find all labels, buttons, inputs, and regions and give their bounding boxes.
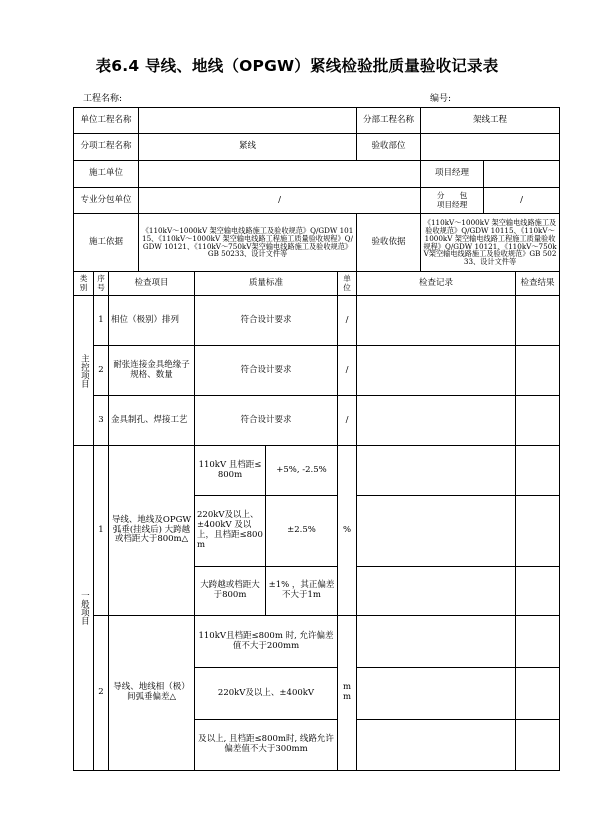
project-manager-label: 项目经理 bbox=[421, 161, 484, 188]
general-item-condition: 及以上, 且档距≤800m时, 线路允许偏差值不大于300mm bbox=[195, 720, 338, 771]
general-item-result[interactable] bbox=[516, 668, 560, 720]
general-item-condition: 大跨越或档距大于800m bbox=[195, 567, 266, 616]
item-project-label: 分项工程名称 bbox=[74, 134, 139, 161]
construction-basis-label: 施工依据 bbox=[74, 214, 139, 272]
accept-basis-value: 《110kV～1000kV 架空输电线路施工及验收规范》Q/GDW 10115、《110kV～1000kV 架空输电线路工程施工质量验收规程》Q/GDW 10121、《110kV～750kV架空输电线路施工及验收规范》GB 50233、设计文件等 bbox=[421, 214, 560, 272]
unit-header: 单位 bbox=[338, 272, 357, 296]
general-item-value: +5%, -2.5% bbox=[266, 446, 338, 496]
acceptance-record-table bbox=[73, 107, 560, 771]
unit-project-label: 单位工程名称 bbox=[74, 108, 139, 134]
general-item-result[interactable] bbox=[516, 616, 560, 668]
project-name-label: 工程名称: bbox=[83, 94, 123, 104]
check-item-header: 检查项目 bbox=[109, 272, 195, 296]
main-item-record[interactable] bbox=[357, 296, 516, 346]
unit-project-value[interactable] bbox=[139, 108, 357, 134]
main-item-record[interactable] bbox=[357, 396, 516, 446]
main-item-name: 金具制孔、焊接工艺 bbox=[109, 396, 195, 446]
general-item-result[interactable] bbox=[516, 446, 560, 496]
general-item-seq: 1 bbox=[94, 446, 109, 616]
general-item-condition: 220kV及以上、±400kV 及以上，且档距≤800m bbox=[195, 496, 266, 567]
general-item-name: 导线、地线相（极）间弧垂偏差△ bbox=[109, 616, 195, 771]
column-header-row bbox=[74, 272, 560, 296]
main-item-seq: 2 bbox=[94, 346, 109, 396]
main-item-row bbox=[74, 396, 560, 446]
category-header: 类别 bbox=[74, 272, 94, 296]
specialty-sub-row bbox=[74, 188, 560, 214]
general-item-result[interactable] bbox=[516, 720, 560, 771]
main-item-unit: / bbox=[338, 296, 357, 346]
sub-manager-label: 分 包 项目经理 bbox=[421, 188, 484, 214]
project-manager-value[interactable] bbox=[484, 161, 560, 188]
page-title: 表6.4 导线、地线（OPGW）紧线检验批质量验收记录表 bbox=[95, 57, 499, 75]
general-item-value: ±1% ，其正偏差不大于1m bbox=[266, 567, 338, 616]
accept-basis-label: 验收依据 bbox=[357, 214, 421, 272]
general-item-result[interactable] bbox=[516, 567, 560, 616]
general-item-record[interactable] bbox=[357, 720, 516, 771]
sub-manager-value[interactable]: / bbox=[484, 188, 560, 214]
construction-unit-label: 施工单位 bbox=[74, 161, 139, 188]
main-item-seq: 3 bbox=[94, 396, 109, 446]
item-project-row bbox=[74, 134, 560, 161]
general-item-unit: % bbox=[338, 446, 357, 616]
main-item-seq: 1 bbox=[94, 296, 109, 346]
general-item-seq: 2 bbox=[94, 616, 109, 771]
general-item-row bbox=[74, 446, 560, 496]
main-items-category: 主控项目 bbox=[74, 296, 94, 446]
main-item-name: 相位（极别）排列 bbox=[109, 296, 195, 346]
construction-unit-row bbox=[74, 161, 560, 188]
general-item-unit: mm bbox=[338, 616, 357, 771]
main-item-name: 耐张连接金具绝缘子规格、数量 bbox=[109, 346, 195, 396]
general-item-value: ±2.5% bbox=[266, 496, 338, 567]
general-item-row bbox=[74, 616, 560, 668]
general-item-condition: 110kV且档距≤800m 时, 允许偏差值不大于200mm bbox=[195, 616, 338, 668]
general-item-record[interactable] bbox=[357, 668, 516, 720]
number-label: 编号: bbox=[430, 94, 452, 104]
main-item-standard: 符合设计要求 bbox=[195, 396, 338, 446]
quality-standard-header: 质量标准 bbox=[195, 272, 338, 296]
main-item-unit: / bbox=[338, 396, 357, 446]
main-item-row bbox=[74, 296, 560, 346]
sub-project-label: 分部工程名称 bbox=[357, 108, 421, 134]
main-item-standard: 符合设计要求 bbox=[195, 296, 338, 346]
check-result-header: 检查结果 bbox=[516, 272, 560, 296]
general-item-condition: 110kV 且档距≤800m bbox=[195, 446, 266, 496]
general-item-condition: 220kV及以上、±400kV bbox=[195, 668, 338, 720]
specialty-sub-value[interactable]: / bbox=[139, 188, 421, 214]
main-item-record[interactable] bbox=[357, 346, 516, 396]
general-item-result[interactable] bbox=[516, 496, 560, 567]
general-item-record[interactable] bbox=[357, 446, 516, 496]
specialty-sub-label: 专业分包单位 bbox=[74, 188, 139, 214]
construction-unit-value[interactable] bbox=[139, 161, 421, 188]
sub-project-value[interactable]: 架线工程 bbox=[421, 108, 560, 134]
unit-project-row bbox=[74, 108, 560, 134]
accept-part-label: 验收部位 bbox=[357, 134, 421, 161]
main-item-result[interactable] bbox=[516, 346, 560, 396]
accept-part-value[interactable] bbox=[421, 134, 560, 161]
general-item-name: 导线、地线及OPGW弧垂(挂线后) 大跨越或档距大于800m△ bbox=[109, 446, 195, 616]
item-project-value[interactable]: 紧线 bbox=[139, 134, 357, 161]
main-item-result[interactable] bbox=[516, 396, 560, 446]
main-item-result[interactable] bbox=[516, 296, 560, 346]
general-item-record[interactable] bbox=[357, 616, 516, 668]
basis-row bbox=[74, 214, 560, 272]
general-item-record[interactable] bbox=[357, 567, 516, 616]
check-record-header: 检查记录 bbox=[357, 272, 516, 296]
general-item-record[interactable] bbox=[357, 496, 516, 567]
general-items-category: 一般项目 bbox=[74, 446, 94, 771]
main-item-row bbox=[74, 346, 560, 396]
seq-header: 序号 bbox=[94, 272, 109, 296]
main-item-unit: / bbox=[338, 346, 357, 396]
construction-basis-value: 《110kV～1000kV 架空输电线路施工及验收规范》Q/GDW 10115、《110kV～1000kV 架空输电线路工程施工质量验收规程》Q/GDW 10121、《110kV～750kV架空输电线路施工及验收规范》GB 50233、设计文件等 bbox=[139, 214, 357, 272]
main-item-standard: 符合设计要求 bbox=[195, 346, 338, 396]
